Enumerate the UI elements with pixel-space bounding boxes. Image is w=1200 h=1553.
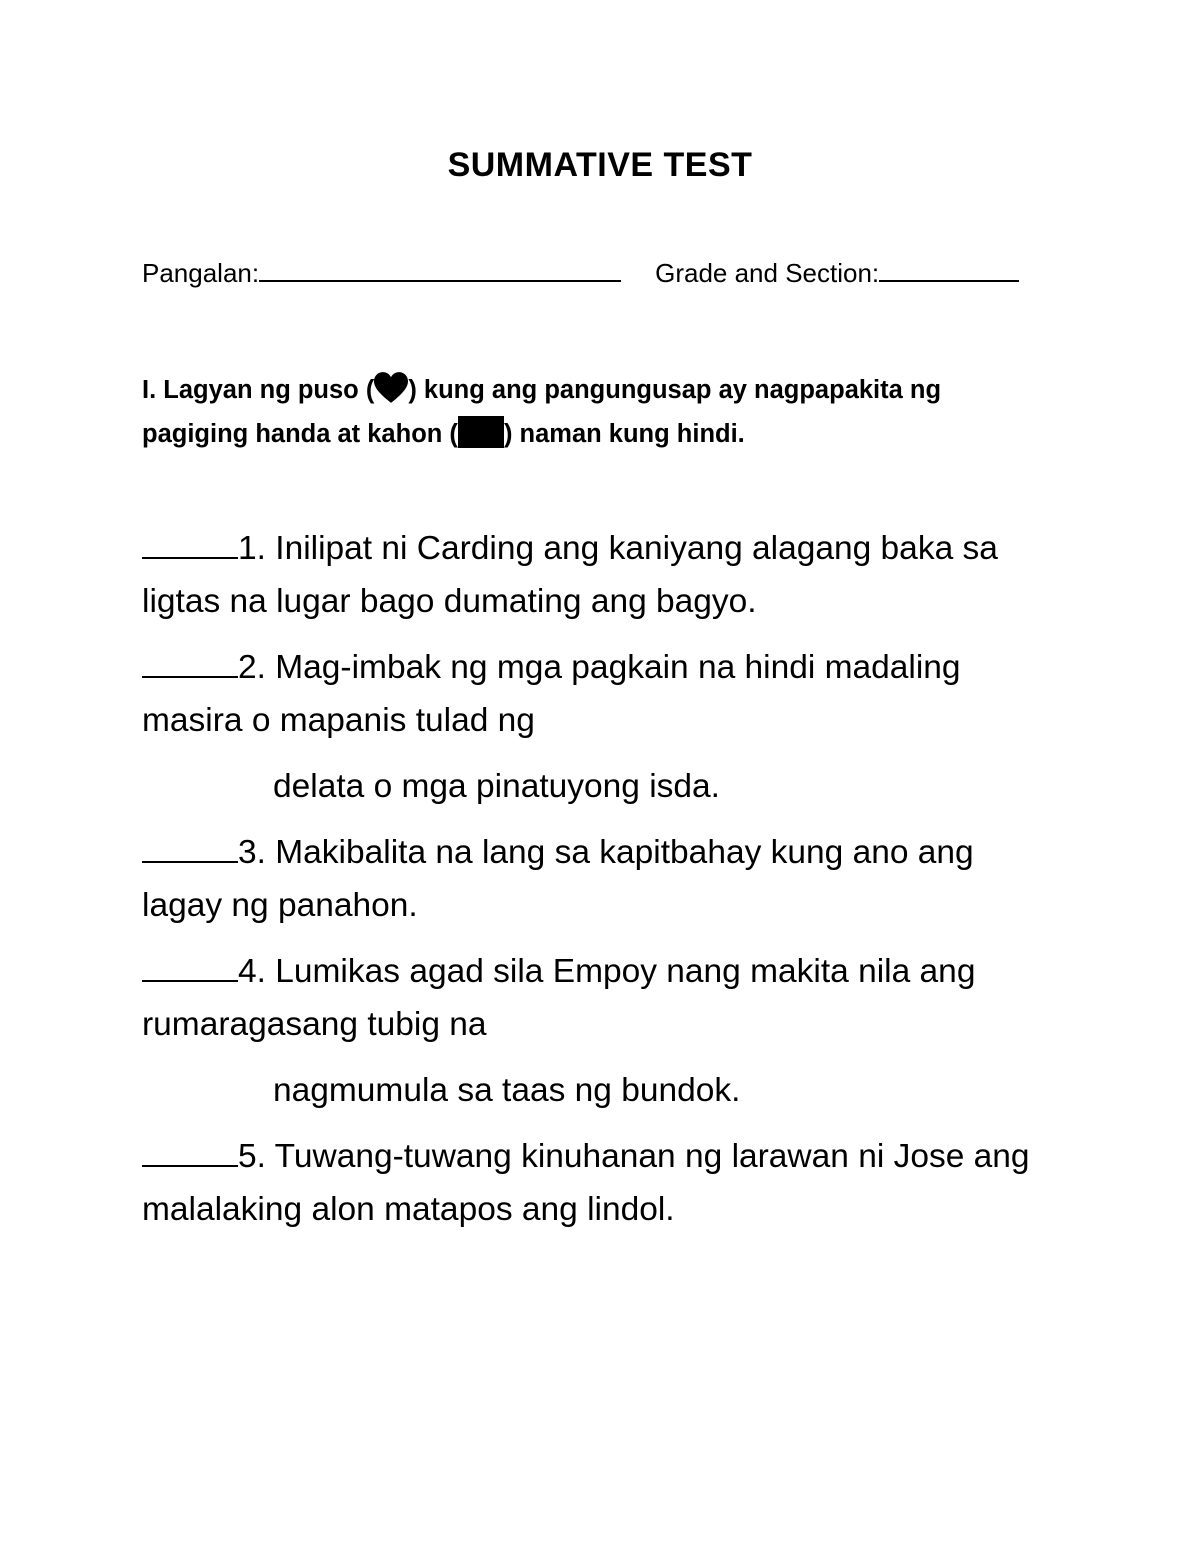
question-text: Tuwang-tuwang kinuhanan ng larawan ni Jose ang malalaking alon matapos ang lindol. <box>142 1138 1030 1228</box>
question-item-2 <box>142 641 1062 813</box>
question-number: 4. <box>238 953 266 990</box>
question-text: Mag-imbak ng mga pagkain na hindi madaling masira o mapanis tulad ng <box>142 649 961 739</box>
question-text: Lumikas agad sila Empoy nang makita nila ang rumaragasang tubig na <box>142 953 976 1043</box>
answer-blank-1[interactable] <box>142 531 238 559</box>
answer-blank-3[interactable] <box>142 835 238 863</box>
grade-section-label: Grade and Section: <box>655 258 880 288</box>
question-number: 5. <box>238 1138 266 1175</box>
question-text: Makibalita na lang sa kapitbahay kung ano ang lagay ng panahon. <box>142 834 974 924</box>
student-info-row <box>142 258 1019 289</box>
question-number: 1. <box>238 530 266 567</box>
answer-blank-4[interactable] <box>142 954 238 982</box>
page-title: SUMMATIVE TEST <box>447 146 753 184</box>
question-number: 2. <box>238 649 266 686</box>
question-text: Inilipat ni Carding ang kaniyang alagang baka sa ligtas na lugar bago dumating ang bagyo. <box>142 530 998 620</box>
question-list <box>142 522 1062 1249</box>
instruction-text <box>142 368 1042 456</box>
grade-section-blank-field[interactable] <box>879 258 1019 282</box>
name-label: Pangalan: <box>142 258 260 288</box>
instruction-part-3: ) naman kung hindi. <box>503 420 745 448</box>
question-item-1 <box>142 522 1062 628</box>
question-item-4 <box>142 945 1062 1117</box>
answer-blank-2[interactable] <box>142 650 238 678</box>
instruction-part-2: ) kung ang pangungusap ay nagpapakita ng pagiging handa at kahon ( <box>142 376 942 448</box>
name-blank-field[interactable] <box>259 258 621 282</box>
question-continuation: delata o mga pinatuyong isda. <box>273 768 720 805</box>
question-continuation: nagmumula sa taas ng bundok. <box>273 1072 741 1109</box>
question-item-5 <box>142 1130 1062 1236</box>
question-item-3 <box>142 826 1062 932</box>
square-icon <box>458 416 504 448</box>
question-number: 3. <box>238 834 266 871</box>
answer-blank-5[interactable] <box>142 1139 238 1167</box>
instruction-part-1: I. Lagyan ng puso ( <box>142 376 375 404</box>
heart-icon <box>374 371 408 405</box>
